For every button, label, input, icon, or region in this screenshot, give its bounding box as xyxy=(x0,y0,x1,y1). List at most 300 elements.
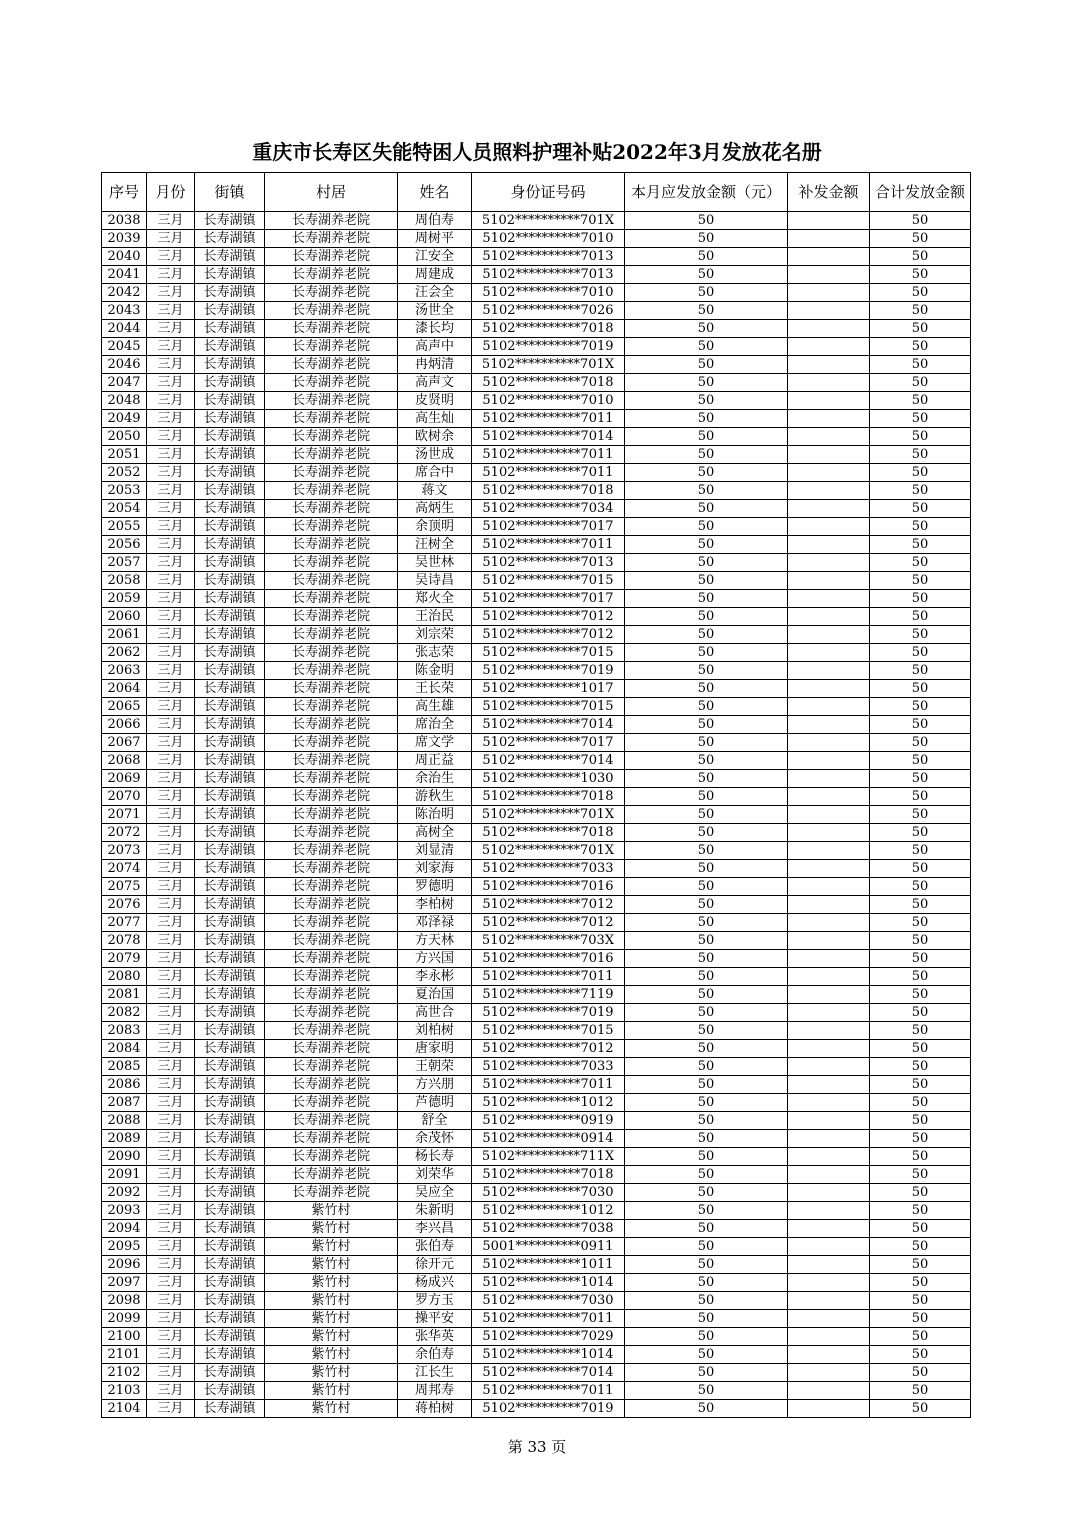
table-row xyxy=(102,950,971,968)
col-name-cell: 刘家海 xyxy=(398,860,472,878)
table-row xyxy=(102,968,971,986)
col-name-cell: 唐家明 xyxy=(398,1040,472,1058)
col-monthly-amount-cell: 50 xyxy=(625,1346,788,1364)
col-index-cell: 2042 xyxy=(102,284,147,302)
col-town-cell: 长寿湖镇 xyxy=(195,320,265,338)
col-total-cell: 50 xyxy=(870,1382,971,1400)
col-id-number-header: 身份证号码 xyxy=(472,173,625,212)
col-supplement-cell xyxy=(788,1004,870,1022)
col-total-cell: 50 xyxy=(870,230,971,248)
col-town-cell: 长寿湖镇 xyxy=(195,914,265,932)
col-id-number-cell: 5102**********7018 xyxy=(472,824,625,842)
col-month-cell: 三月 xyxy=(147,698,195,716)
col-month-cell: 三月 xyxy=(147,716,195,734)
col-id-number-cell: 5102**********7017 xyxy=(472,734,625,752)
col-total-cell: 50 xyxy=(870,1004,971,1022)
col-index-cell: 2046 xyxy=(102,356,147,374)
col-supplement-cell xyxy=(788,1130,870,1148)
col-village-cell: 长寿湖养老院 xyxy=(265,608,398,626)
col-monthly-amount-cell: 50 xyxy=(625,500,788,518)
col-total-cell: 50 xyxy=(870,536,971,554)
col-village-cell: 长寿湖养老院 xyxy=(265,212,398,230)
col-id-number-cell: 5102**********7034 xyxy=(472,500,625,518)
col-name-cell: 邓泽禄 xyxy=(398,914,472,932)
col-supplement-cell xyxy=(788,1148,870,1166)
col-village-cell: 长寿湖养老院 xyxy=(265,1166,398,1184)
col-town-cell: 长寿湖镇 xyxy=(195,482,265,500)
col-monthly-amount-cell: 50 xyxy=(625,392,788,410)
col-name-cell: 陈治明 xyxy=(398,806,472,824)
col-town-cell: 长寿湖镇 xyxy=(195,1022,265,1040)
col-id-number-cell: 5102**********7019 xyxy=(472,1400,625,1418)
col-monthly-amount-cell: 50 xyxy=(625,518,788,536)
col-index-cell: 2096 xyxy=(102,1256,147,1274)
col-id-number-cell: 5102**********7030 xyxy=(472,1184,625,1202)
col-total-cell: 50 xyxy=(870,626,971,644)
col-village-cell: 长寿湖养老院 xyxy=(265,680,398,698)
col-town-cell: 长寿湖镇 xyxy=(195,248,265,266)
col-monthly-amount-cell: 50 xyxy=(625,698,788,716)
col-name-cell: 皮贤明 xyxy=(398,392,472,410)
col-village-cell: 长寿湖养老院 xyxy=(265,896,398,914)
col-supplement-cell xyxy=(788,644,870,662)
col-town-cell: 长寿湖镇 xyxy=(195,1076,265,1094)
col-monthly-amount-cell: 50 xyxy=(625,950,788,968)
table-row xyxy=(102,572,971,590)
col-total-cell: 50 xyxy=(870,500,971,518)
col-name-cell: 吴应全 xyxy=(398,1184,472,1202)
col-name-cell: 罗方玉 xyxy=(398,1292,472,1310)
col-month-cell: 三月 xyxy=(147,1292,195,1310)
col-village-cell: 长寿湖养老院 xyxy=(265,860,398,878)
col-total-cell: 50 xyxy=(870,968,971,986)
table-row xyxy=(102,446,971,464)
col-total-cell: 50 xyxy=(870,986,971,1004)
col-index-cell: 2060 xyxy=(102,608,147,626)
col-index-cell: 2068 xyxy=(102,752,147,770)
col-supplement-cell xyxy=(788,338,870,356)
col-town-cell: 长寿湖镇 xyxy=(195,500,265,518)
col-id-number-cell: 5102**********0919 xyxy=(472,1112,625,1130)
col-month-cell: 三月 xyxy=(147,734,195,752)
col-id-number-cell: 5102**********7013 xyxy=(472,266,625,284)
col-total-cell: 50 xyxy=(870,1310,971,1328)
col-monthly-amount-cell: 50 xyxy=(625,716,788,734)
col-id-number-cell: 5102**********7030 xyxy=(472,1292,625,1310)
col-id-number-cell: 5102**********7014 xyxy=(472,1364,625,1382)
col-month-cell: 三月 xyxy=(147,986,195,1004)
col-village-cell: 紫竹村 xyxy=(265,1220,398,1238)
col-total-cell: 50 xyxy=(870,698,971,716)
col-town-cell: 长寿湖镇 xyxy=(195,572,265,590)
col-id-number-cell: 5102**********7026 xyxy=(472,302,625,320)
col-village-header: 村居 xyxy=(265,173,398,212)
col-month-cell: 三月 xyxy=(147,1040,195,1058)
col-supplement-header: 补发金额 xyxy=(788,173,870,212)
col-town-cell: 长寿湖镇 xyxy=(195,1094,265,1112)
col-month-cell: 三月 xyxy=(147,1400,195,1418)
table-row xyxy=(102,518,971,536)
col-total-cell: 50 xyxy=(870,266,971,284)
col-monthly-amount-cell: 50 xyxy=(625,626,788,644)
col-month-cell: 三月 xyxy=(147,1112,195,1130)
col-month-cell: 三月 xyxy=(147,572,195,590)
col-month-cell: 三月 xyxy=(147,932,195,950)
col-id-number-cell: 5102**********7019 xyxy=(472,338,625,356)
col-monthly-amount-cell: 50 xyxy=(625,410,788,428)
col-index-cell: 2063 xyxy=(102,662,147,680)
col-monthly-amount-cell: 50 xyxy=(625,230,788,248)
col-town-cell: 长寿湖镇 xyxy=(195,1256,265,1274)
col-village-cell: 紫竹村 xyxy=(265,1310,398,1328)
col-name-cell: 李永彬 xyxy=(398,968,472,986)
col-index-cell: 2038 xyxy=(102,212,147,230)
col-supplement-cell xyxy=(788,914,870,932)
col-id-number-cell: 5102**********7012 xyxy=(472,1040,625,1058)
col-id-number-cell: 5102**********7010 xyxy=(472,284,625,302)
col-village-cell: 长寿湖养老院 xyxy=(265,1130,398,1148)
col-name-cell: 席治全 xyxy=(398,716,472,734)
col-name-cell: 漆长均 xyxy=(398,320,472,338)
col-monthly-amount-cell: 50 xyxy=(625,1292,788,1310)
col-total-cell: 50 xyxy=(870,1058,971,1076)
col-month-cell: 三月 xyxy=(147,464,195,482)
col-village-cell: 长寿湖养老院 xyxy=(265,284,398,302)
col-index-cell: 2040 xyxy=(102,248,147,266)
col-index-cell: 2081 xyxy=(102,986,147,1004)
table-row xyxy=(102,896,971,914)
col-town-cell: 长寿湖镇 xyxy=(195,842,265,860)
col-total-cell: 50 xyxy=(870,788,971,806)
col-town-cell: 长寿湖镇 xyxy=(195,716,265,734)
col-supplement-cell xyxy=(788,1022,870,1040)
table-row xyxy=(102,1148,971,1166)
col-name-cell: 方兴朋 xyxy=(398,1076,472,1094)
col-village-cell: 长寿湖养老院 xyxy=(265,1076,398,1094)
col-month-cell: 三月 xyxy=(147,1202,195,1220)
col-town-cell: 长寿湖镇 xyxy=(195,680,265,698)
col-supplement-cell xyxy=(788,986,870,1004)
table-row xyxy=(102,248,971,266)
col-index-cell: 2071 xyxy=(102,806,147,824)
col-town-cell: 长寿湖镇 xyxy=(195,410,265,428)
col-name-cell: 周树平 xyxy=(398,230,472,248)
col-total-cell: 50 xyxy=(870,752,971,770)
col-name-cell: 余顶明 xyxy=(398,518,472,536)
col-id-number-cell: 5102**********7010 xyxy=(472,230,625,248)
table-row xyxy=(102,1382,971,1400)
col-month-cell: 三月 xyxy=(147,266,195,284)
col-month-cell: 三月 xyxy=(147,842,195,860)
col-id-number-cell: 5102**********1012 xyxy=(472,1094,625,1112)
table-row xyxy=(102,374,971,392)
col-monthly-amount-cell: 50 xyxy=(625,554,788,572)
table-row xyxy=(102,662,971,680)
col-monthly-amount-cell: 50 xyxy=(625,878,788,896)
col-index-cell: 2101 xyxy=(102,1346,147,1364)
col-month-cell: 三月 xyxy=(147,626,195,644)
col-name-cell: 游秋生 xyxy=(398,788,472,806)
col-index-cell: 2072 xyxy=(102,824,147,842)
col-month-cell: 三月 xyxy=(147,1310,195,1328)
col-village-cell: 长寿湖养老院 xyxy=(265,932,398,950)
col-monthly-amount-cell: 50 xyxy=(625,1400,788,1418)
col-monthly-amount-cell: 50 xyxy=(625,536,788,554)
col-supplement-cell xyxy=(788,1220,870,1238)
col-village-cell: 长寿湖养老院 xyxy=(265,1112,398,1130)
col-name-cell: 杨成兴 xyxy=(398,1274,472,1292)
col-id-number-cell: 5102**********1012 xyxy=(472,1202,625,1220)
col-monthly-amount-cell: 50 xyxy=(625,1202,788,1220)
col-town-cell: 长寿湖镇 xyxy=(195,1346,265,1364)
col-village-cell: 紫竹村 xyxy=(265,1238,398,1256)
table-row xyxy=(102,1274,971,1292)
col-town-cell: 长寿湖镇 xyxy=(195,1130,265,1148)
table-row xyxy=(102,320,971,338)
col-village-cell: 长寿湖养老院 xyxy=(265,356,398,374)
table-row xyxy=(102,284,971,302)
col-id-number-cell: 5102**********7018 xyxy=(472,1166,625,1184)
col-monthly-amount-cell: 50 xyxy=(625,734,788,752)
col-name-cell: 芦德明 xyxy=(398,1094,472,1112)
col-village-cell: 长寿湖养老院 xyxy=(265,752,398,770)
col-index-cell: 2077 xyxy=(102,914,147,932)
col-total-cell: 50 xyxy=(870,1400,971,1418)
col-name-cell: 高树全 xyxy=(398,824,472,842)
col-id-number-cell: 5102**********7011 xyxy=(472,968,625,986)
col-total-cell: 50 xyxy=(870,446,971,464)
col-monthly-amount-cell: 50 xyxy=(625,1130,788,1148)
col-month-cell: 三月 xyxy=(147,410,195,428)
col-index-cell: 2058 xyxy=(102,572,147,590)
col-village-cell: 长寿湖养老院 xyxy=(265,734,398,752)
col-village-cell: 紫竹村 xyxy=(265,1328,398,1346)
col-monthly-amount-cell: 50 xyxy=(625,374,788,392)
col-monthly-amount-cell: 50 xyxy=(625,608,788,626)
col-month-cell: 三月 xyxy=(147,968,195,986)
col-month-cell: 三月 xyxy=(147,1274,195,1292)
col-village-cell: 长寿湖养老院 xyxy=(265,572,398,590)
col-id-number-cell: 5102**********7011 xyxy=(472,464,625,482)
col-town-cell: 长寿湖镇 xyxy=(195,1058,265,1076)
col-supplement-cell xyxy=(788,626,870,644)
col-id-number-cell: 5102**********7038 xyxy=(472,1220,625,1238)
col-month-cell: 三月 xyxy=(147,950,195,968)
table-row xyxy=(102,1022,971,1040)
col-monthly-amount-cell: 50 xyxy=(625,1022,788,1040)
col-total-cell: 50 xyxy=(870,1292,971,1310)
col-supplement-cell xyxy=(788,572,870,590)
col-month-cell: 三月 xyxy=(147,284,195,302)
col-id-number-cell: 5102**********7018 xyxy=(472,788,625,806)
col-total-cell: 50 xyxy=(870,1274,971,1292)
table-row xyxy=(102,212,971,230)
col-id-number-cell: 5102**********7012 xyxy=(472,626,625,644)
col-total-cell: 50 xyxy=(870,590,971,608)
col-id-number-cell: 5102**********7019 xyxy=(472,1004,625,1022)
col-month-cell: 三月 xyxy=(147,428,195,446)
col-village-cell: 长寿湖养老院 xyxy=(265,968,398,986)
col-month-cell: 三月 xyxy=(147,518,195,536)
col-month-cell: 三月 xyxy=(147,752,195,770)
col-supplement-cell xyxy=(788,590,870,608)
col-id-number-cell: 5102**********7017 xyxy=(472,590,625,608)
col-month-cell: 三月 xyxy=(147,1346,195,1364)
col-town-cell: 长寿湖镇 xyxy=(195,266,265,284)
col-town-cell: 长寿湖镇 xyxy=(195,1364,265,1382)
col-index-cell: 2067 xyxy=(102,734,147,752)
col-supplement-cell xyxy=(788,878,870,896)
table-row xyxy=(102,302,971,320)
table-row xyxy=(102,770,971,788)
col-index-cell: 2059 xyxy=(102,590,147,608)
col-month-cell: 三月 xyxy=(147,1130,195,1148)
col-total-cell: 50 xyxy=(870,1346,971,1364)
col-id-number-cell: 5102**********701X xyxy=(472,842,625,860)
col-supplement-cell xyxy=(788,1184,870,1202)
col-index-cell: 2053 xyxy=(102,482,147,500)
table-row xyxy=(102,1364,971,1382)
col-village-cell: 紫竹村 xyxy=(265,1382,398,1400)
col-monthly-amount-cell: 50 xyxy=(625,302,788,320)
col-name-cell: 吴世林 xyxy=(398,554,472,572)
table-row xyxy=(102,1004,971,1022)
col-town-cell: 长寿湖镇 xyxy=(195,752,265,770)
col-id-number-cell: 5102**********701X xyxy=(472,212,625,230)
col-id-number-cell: 5102**********1017 xyxy=(472,680,625,698)
col-index-cell: 2064 xyxy=(102,680,147,698)
col-total-cell: 50 xyxy=(870,1184,971,1202)
col-month-cell: 三月 xyxy=(147,662,195,680)
col-total-cell: 50 xyxy=(870,734,971,752)
col-month-cell: 三月 xyxy=(147,788,195,806)
col-month-cell: 三月 xyxy=(147,536,195,554)
col-supplement-cell xyxy=(788,284,870,302)
col-supplement-cell xyxy=(788,500,870,518)
col-index-cell: 2050 xyxy=(102,428,147,446)
col-supplement-cell xyxy=(788,1058,870,1076)
table-row xyxy=(102,500,971,518)
col-monthly-amount-cell: 50 xyxy=(625,1004,788,1022)
col-village-cell: 长寿湖养老院 xyxy=(265,302,398,320)
col-supplement-cell xyxy=(788,968,870,986)
col-supplement-cell xyxy=(788,446,870,464)
col-supplement-cell xyxy=(788,662,870,680)
col-supplement-cell xyxy=(788,716,870,734)
col-supplement-cell xyxy=(788,1094,870,1112)
col-town-cell: 长寿湖镇 xyxy=(195,698,265,716)
table-row xyxy=(102,734,971,752)
col-id-number-cell: 5102**********7015 xyxy=(472,644,625,662)
col-monthly-amount-cell: 50 xyxy=(625,1094,788,1112)
col-id-number-cell: 5102**********7012 xyxy=(472,896,625,914)
col-name-cell: 王朝荣 xyxy=(398,1058,472,1076)
col-index-cell: 2066 xyxy=(102,716,147,734)
col-id-number-cell: 5001**********0911 xyxy=(472,1238,625,1256)
col-name-cell: 徐开元 xyxy=(398,1256,472,1274)
col-month-cell: 三月 xyxy=(147,482,195,500)
col-index-cell: 2079 xyxy=(102,950,147,968)
col-index-cell: 2078 xyxy=(102,932,147,950)
col-total-cell: 50 xyxy=(870,284,971,302)
col-month-cell: 三月 xyxy=(147,914,195,932)
col-index-cell: 2062 xyxy=(102,644,147,662)
col-month-cell: 三月 xyxy=(147,896,195,914)
col-name-cell: 杨长寿 xyxy=(398,1148,472,1166)
col-index-cell: 2055 xyxy=(102,518,147,536)
col-month-cell: 三月 xyxy=(147,806,195,824)
col-index-cell: 2088 xyxy=(102,1112,147,1130)
col-supplement-cell xyxy=(788,1166,870,1184)
col-name-cell: 余伯寿 xyxy=(398,1346,472,1364)
col-village-cell: 长寿湖养老院 xyxy=(265,374,398,392)
col-monthly-amount-cell: 50 xyxy=(625,1256,788,1274)
col-name-cell: 周建成 xyxy=(398,266,472,284)
col-monthly-amount-cell: 50 xyxy=(625,1166,788,1184)
col-name-cell: 江长生 xyxy=(398,1364,472,1382)
col-month-cell: 三月 xyxy=(147,320,195,338)
col-village-cell: 长寿湖养老院 xyxy=(265,1058,398,1076)
table-row xyxy=(102,932,971,950)
col-index-cell: 2087 xyxy=(102,1094,147,1112)
col-monthly-amount-cell: 50 xyxy=(625,806,788,824)
table-row xyxy=(102,914,971,932)
col-supplement-cell xyxy=(788,248,870,266)
col-town-cell: 长寿湖镇 xyxy=(195,734,265,752)
page-title: 重庆市长寿区失能特困人员照料护理补贴2022年3月发放花名册 xyxy=(252,140,822,164)
col-id-number-cell: 5102**********7119 xyxy=(472,986,625,1004)
col-supplement-cell xyxy=(788,680,870,698)
col-monthly-amount-cell: 50 xyxy=(625,464,788,482)
col-month-cell: 三月 xyxy=(147,374,195,392)
table-row xyxy=(102,842,971,860)
col-month-cell: 三月 xyxy=(147,356,195,374)
col-total-cell: 50 xyxy=(870,518,971,536)
col-monthly-amount-cell: 50 xyxy=(625,914,788,932)
col-total-cell: 50 xyxy=(870,770,971,788)
table-row xyxy=(102,482,971,500)
col-monthly-amount-cell: 50 xyxy=(625,1058,788,1076)
col-supplement-cell xyxy=(788,932,870,950)
col-index-cell: 2047 xyxy=(102,374,147,392)
table-row xyxy=(102,356,971,374)
col-total-cell: 50 xyxy=(870,248,971,266)
col-id-number-cell: 5102**********7013 xyxy=(472,554,625,572)
col-month-cell: 三月 xyxy=(147,302,195,320)
col-total-cell: 50 xyxy=(870,554,971,572)
col-monthly-amount-cell: 50 xyxy=(625,212,788,230)
col-supplement-cell xyxy=(788,554,870,572)
col-name-cell: 汪树全 xyxy=(398,536,472,554)
table-row xyxy=(102,1400,971,1418)
col-village-cell: 紫竹村 xyxy=(265,1202,398,1220)
col-name-cell: 冉炳清 xyxy=(398,356,472,374)
col-total-cell: 50 xyxy=(870,1094,971,1112)
col-name-cell: 汤世全 xyxy=(398,302,472,320)
col-town-cell: 长寿湖镇 xyxy=(195,230,265,248)
col-town-cell: 长寿湖镇 xyxy=(195,986,265,1004)
col-total-cell: 50 xyxy=(870,680,971,698)
col-name-cell: 方天林 xyxy=(398,932,472,950)
col-town-cell: 长寿湖镇 xyxy=(195,302,265,320)
col-month-cell: 三月 xyxy=(147,1220,195,1238)
col-monthly-amount-cell: 50 xyxy=(625,1148,788,1166)
col-index-cell: 2090 xyxy=(102,1148,147,1166)
col-index-cell: 2089 xyxy=(102,1130,147,1148)
col-supplement-cell xyxy=(788,608,870,626)
col-index-cell: 2095 xyxy=(102,1238,147,1256)
col-monthly-amount-cell: 50 xyxy=(625,986,788,1004)
